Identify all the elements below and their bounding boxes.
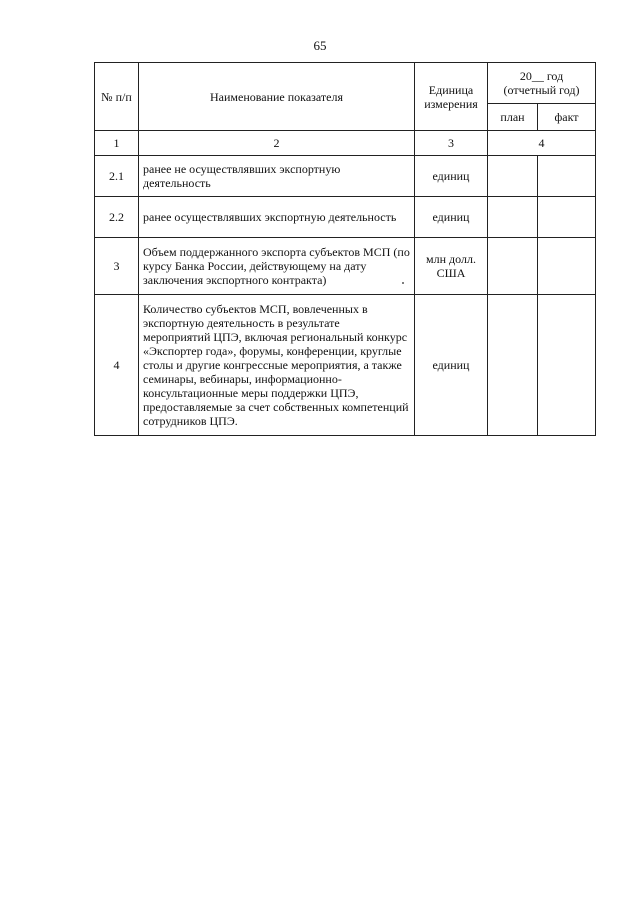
row-num: 2.2 <box>95 197 139 238</box>
row-unit: единиц <box>415 156 488 197</box>
column-number: 1 <box>95 131 139 156</box>
header-num: № п/п <box>95 63 139 131</box>
header-name: Наименование показателя <box>139 63 415 131</box>
row-plan-cell <box>488 156 538 197</box>
row-unit: единиц <box>415 197 488 238</box>
row-unit: единиц <box>415 295 488 436</box>
row-name: ранее не осуществлявших экспортную деятельность <box>139 156 415 197</box>
row-fact-cell <box>538 197 596 238</box>
row-num: 2.1 <box>95 156 139 197</box>
header-plan: план <box>488 104 538 131</box>
row-plan-cell <box>488 295 538 436</box>
row-num: 4 <box>95 295 139 436</box>
column-number: 4 <box>488 131 596 156</box>
row-num: 3 <box>95 238 139 295</box>
column-number: 3 <box>415 131 488 156</box>
column-number: 2 <box>139 131 415 156</box>
header-fact: факт <box>538 104 596 131</box>
row-fact-cell <box>538 156 596 197</box>
row-plan-cell <box>488 197 538 238</box>
row-fact-cell <box>538 295 596 436</box>
header-year <box>488 63 596 104</box>
indicators-table <box>94 62 596 436</box>
header-year-label: 20__ год <box>519 69 564 83</box>
header-unit: Единица измерения <box>415 63 488 131</box>
header-year-sub: (отчетный год) <box>503 83 580 97</box>
row-name: Количество субъектов МСП, вовлеченных в экспортную деятельность в результате мероприятий ЦПЭ, включая региональный конкурс «Экспортер года», форумы, конференции, круглые столы и другие конгрессные мероприятия, а также семинары, вебинары, информационно-консультационные меры поддержки ЦПЭ, предоставляемые за счет собственных компетенций сотрудников ЦПЭ. <box>139 295 415 436</box>
table-row <box>95 295 596 436</box>
row-name: ранее осуществлявших экспортную деятельность <box>139 197 415 238</box>
table-row <box>95 197 596 238</box>
column-number-row <box>95 131 596 156</box>
row-name: Объем поддержанного экспорта субъектов МСП (по курсу Банка России, действующему на дату заключения экспортного контракта) <box>139 238 415 295</box>
page-number: 65 <box>313 38 327 53</box>
row-fact-cell <box>538 238 596 295</box>
table-row <box>95 238 596 295</box>
scan-speck <box>402 282 404 284</box>
row-unit: млн долл. США <box>415 238 488 295</box>
header-row <box>95 63 596 104</box>
row-plan-cell <box>488 238 538 295</box>
table-row <box>95 156 596 197</box>
